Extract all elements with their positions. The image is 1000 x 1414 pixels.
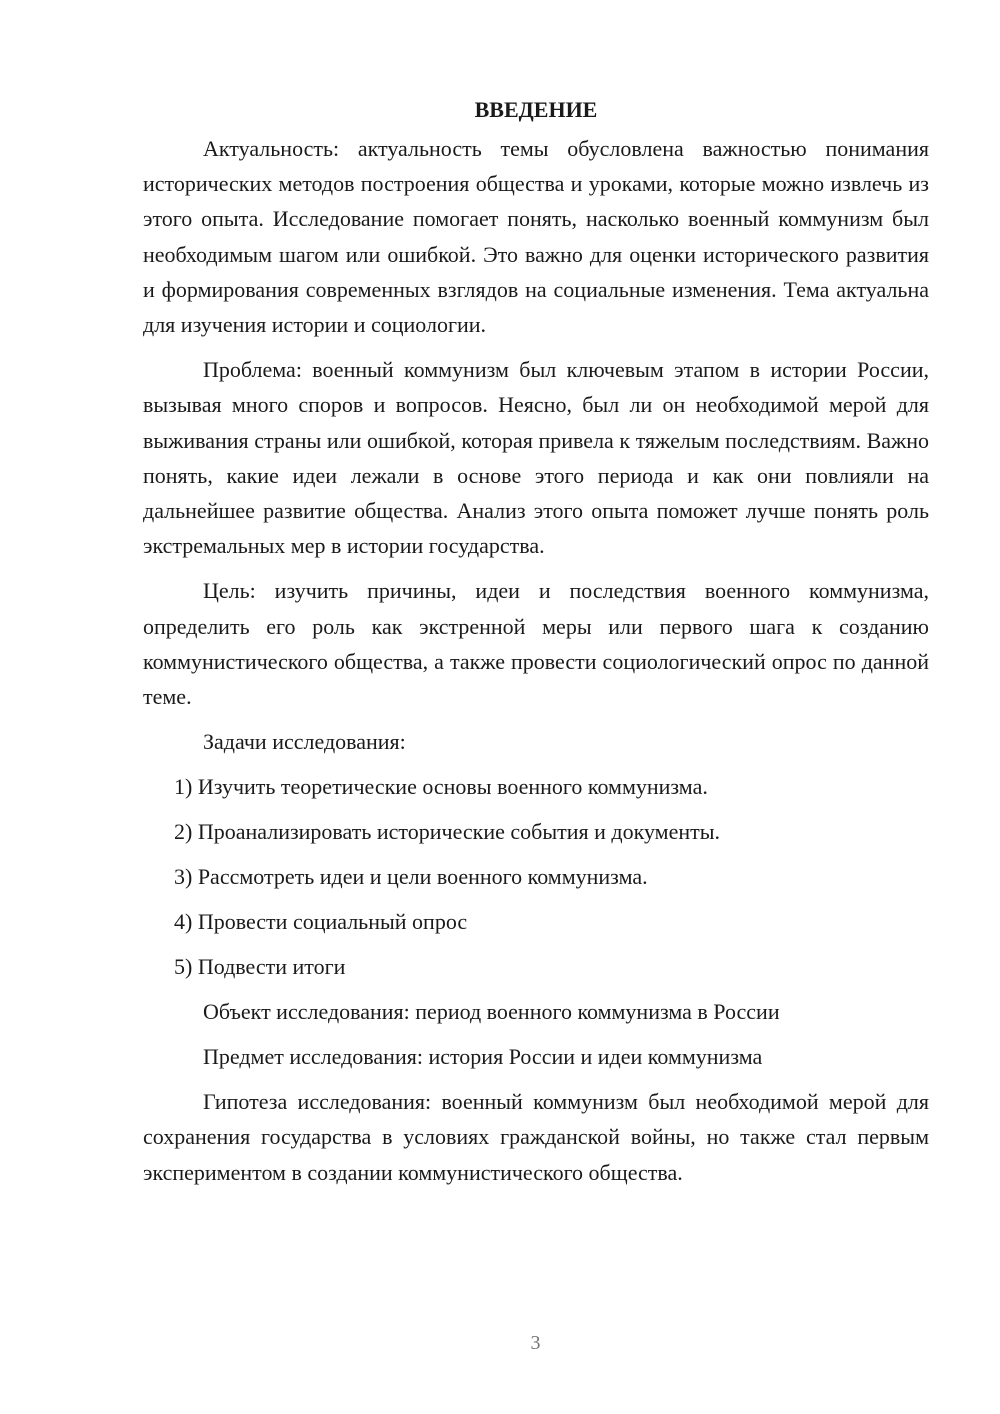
task-item-1: 1) Изучить теоретические основы военного коммунизма. <box>174 774 708 800</box>
relevance-paragraph: Актуальность: актуальность темы обусловлена важностью понимания исторических методов построения общества и уроками, которые можно извлечь из этого опыта. Исследование помогает понять, насколько военный коммунизм был необходимым шагом или ошибкой. Это важно для оценки исторического развития и формирования современных взглядов на социальные изменения. Тема актуальна для изучения истории и социологии. <box>143 136 929 338</box>
research-object: Объект исследования: период военного коммунизма в России <box>203 999 780 1025</box>
task-item-4: 4) Провести социальный опрос <box>174 909 468 935</box>
document-page <box>143 92 929 1200</box>
task-item-3: 3) Рассмотреть идеи и цели военного коммунизма. <box>174 864 648 890</box>
task-item-2: 2) Проанализировать исторические события и документы. <box>174 819 721 845</box>
hypothesis-paragraph: Гипотеза исследования: военный коммунизм был необходимой мерой для сохранения государства в условиях гражданской войны, но также стал первым экспериментом в создании коммунистического общества. <box>143 1089 929 1185</box>
page-number: 3 <box>530 1332 541 1354</box>
section-heading: ВВЕДЕНИЕ <box>474 97 598 122</box>
tasks-label: Задачи исследования: <box>203 729 406 755</box>
research-subject: Предмет исследования: история России и идеи коммунизма <box>203 1044 763 1070</box>
goal-paragraph: Цель: изучить причины, идеи и последствия военного коммунизма, определить его роль как экстренной меры или первого шага к созданию коммунистического общества, а также провести социологический опрос по данной теме. <box>143 578 929 710</box>
problem-paragraph: Проблема: военный коммунизм был ключевым этапом в истории России, вызывая много споров и вопросов. Неясно, был ли он необходимой мерой для выживания страны или ошибкой, которая привела к тяжелым последствиям. Важно понять, какие идеи лежали в основе этого периода и как они повлияли на дальнейшее развитие общества. Анализ этого опыта поможет лучше понять роль экстремальных мер в истории государства. <box>143 357 929 559</box>
task-item-5: 5) Подвести итоги <box>174 954 346 980</box>
